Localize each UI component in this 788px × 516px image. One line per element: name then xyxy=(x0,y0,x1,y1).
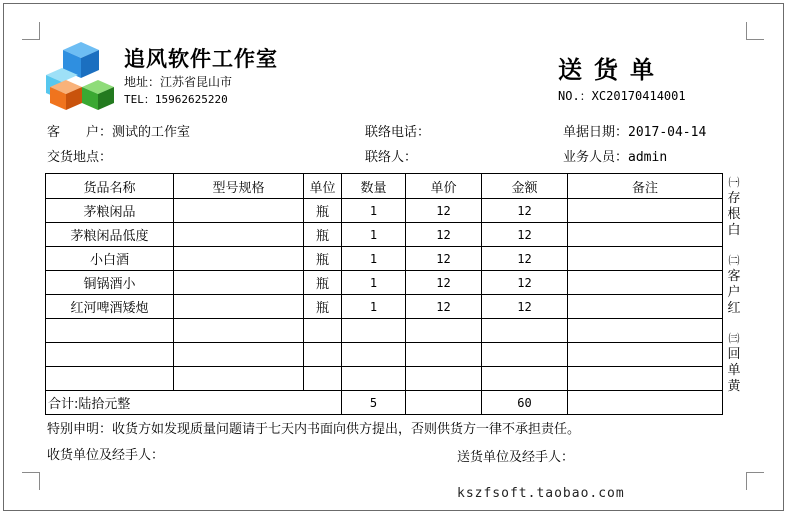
table-row xyxy=(46,247,723,271)
delivery-label: 交货地点： xyxy=(47,150,113,165)
header-unit: 单位 xyxy=(304,174,342,199)
cell-model-spec xyxy=(174,199,304,223)
cell-remarks xyxy=(568,343,723,367)
cell-model-spec xyxy=(174,271,304,295)
total-label: 合计:陆拾元整 xyxy=(46,391,342,415)
copy-label-receipt xyxy=(724,331,744,395)
company-address: 地址：江苏省昆山市 xyxy=(124,75,233,89)
header-product-name: 货品名称 xyxy=(46,174,174,199)
cell-unit-price xyxy=(406,367,482,391)
contact-field xyxy=(365,146,417,165)
cell-unit: 瓶 xyxy=(304,295,342,319)
customer-label: 客 户： xyxy=(47,125,113,140)
crop-mark-top-left xyxy=(22,22,40,40)
cell-amount: 12 xyxy=(482,199,568,223)
cell-amount: 12 xyxy=(482,223,568,247)
table-row-empty xyxy=(46,343,723,367)
date-label: 单据日期： xyxy=(563,125,629,140)
salesperson-label: 业务人员： xyxy=(563,150,629,165)
cell-remarks xyxy=(568,367,723,391)
cell-product-name xyxy=(46,319,174,343)
customer-value: 测试的工作室 xyxy=(112,125,191,140)
cell-unit-price xyxy=(406,319,482,343)
header-model-spec: 型号规格 xyxy=(174,174,304,199)
cell-unit-price: 12 xyxy=(406,295,482,319)
table-row xyxy=(46,295,723,319)
phone-field xyxy=(365,121,430,140)
cell-unit-price: 12 xyxy=(406,199,482,223)
cell-product-name: 红河啤酒矮炮 xyxy=(46,295,174,319)
copy-label-stub xyxy=(724,175,744,239)
cell-amount xyxy=(482,343,568,367)
date-value: 2017-04-14 xyxy=(628,125,707,140)
cell-quantity xyxy=(342,343,406,367)
document-number: NO.：XC20170414001 xyxy=(558,89,686,103)
total-quantity: 5 xyxy=(342,391,406,415)
sender-signature-label: 送货单位及经手人： xyxy=(457,450,575,465)
salesperson-value: admin xyxy=(628,150,668,165)
total-unit-price-blank xyxy=(406,391,482,415)
cell-amount xyxy=(482,319,568,343)
table-row-empty xyxy=(46,319,723,343)
company-tel: TEL：15962625220 xyxy=(124,93,228,106)
crop-mark-top-right xyxy=(746,22,764,40)
cell-quantity: 1 xyxy=(342,271,406,295)
cell-amount xyxy=(482,367,568,391)
company-logo xyxy=(44,40,118,110)
cell-quantity: 1 xyxy=(342,295,406,319)
cell-product-name: 小白酒 xyxy=(46,247,174,271)
customer-field xyxy=(47,121,190,140)
copy-number: ㈢ xyxy=(728,332,740,345)
cell-quantity xyxy=(342,319,406,343)
cell-unit-price: 12 xyxy=(406,271,482,295)
cell-remarks xyxy=(568,247,723,271)
cell-unit-price: 12 xyxy=(406,223,482,247)
delivery-field xyxy=(47,146,112,165)
contact-label: 联络人： xyxy=(365,150,418,165)
cell-product-name: 茅粮闲品低度 xyxy=(46,223,174,247)
table-row xyxy=(46,271,723,295)
cell-unit xyxy=(304,367,342,391)
special-notice: 特别申明：收货方如发现质量问题请于七天内书面向供方提出，否则供货方一律不承担责任。 xyxy=(47,422,581,437)
copy-text: 客 户 红 xyxy=(727,269,741,316)
cell-product-name xyxy=(46,367,174,391)
table-total-row xyxy=(46,391,723,415)
copy-label-customer xyxy=(724,253,744,317)
cell-remarks xyxy=(568,271,723,295)
salesperson-field xyxy=(563,146,667,165)
cell-remarks xyxy=(568,223,723,247)
cell-unit xyxy=(304,319,342,343)
cell-quantity xyxy=(342,367,406,391)
footer-url: kszfsoft.taobao.com xyxy=(457,486,625,501)
cell-unit: 瓶 xyxy=(304,247,342,271)
header-amount: 金额 xyxy=(482,174,568,199)
cell-unit: 瓶 xyxy=(304,223,342,247)
cell-remarks xyxy=(568,295,723,319)
crop-mark-bottom-left xyxy=(22,472,40,490)
document-title: 送货单 xyxy=(558,56,666,84)
cell-model-spec xyxy=(174,223,304,247)
header-quantity: 数量 xyxy=(342,174,406,199)
total-amount: 60 xyxy=(482,391,568,415)
items-table xyxy=(45,173,723,415)
cell-unit-price xyxy=(406,343,482,367)
cell-model-spec xyxy=(174,319,304,343)
cell-unit: 瓶 xyxy=(304,199,342,223)
cell-remarks xyxy=(568,319,723,343)
table-row xyxy=(46,199,723,223)
cell-product-name: 茅粮闲品 xyxy=(46,199,174,223)
cell-amount: 12 xyxy=(482,247,568,271)
cell-unit: 瓶 xyxy=(304,271,342,295)
cell-model-spec xyxy=(174,247,304,271)
cell-amount: 12 xyxy=(482,271,568,295)
company-name: 追风软件工作室 xyxy=(124,47,278,71)
cell-product-name: 铜锅酒小 xyxy=(46,271,174,295)
cell-quantity: 1 xyxy=(342,247,406,271)
cell-amount: 12 xyxy=(482,295,568,319)
table-row-empty xyxy=(46,367,723,391)
cell-product-name xyxy=(46,343,174,367)
cell-model-spec xyxy=(174,367,304,391)
header-remarks: 备注 xyxy=(568,174,723,199)
cell-unit-price: 12 xyxy=(406,247,482,271)
copy-distribution-labels xyxy=(724,175,744,409)
phone-label: 联络电话： xyxy=(365,125,431,140)
cell-quantity: 1 xyxy=(342,199,406,223)
copy-number: ㈡ xyxy=(728,254,740,267)
copy-number: ㈠ xyxy=(728,176,740,189)
table-row xyxy=(46,223,723,247)
table-header-row xyxy=(46,174,723,199)
cell-unit xyxy=(304,343,342,367)
cell-remarks xyxy=(568,199,723,223)
cell-quantity: 1 xyxy=(342,223,406,247)
copy-text: 回 单 黄 xyxy=(727,347,741,394)
receiver-signature-label: 收货单位及经手人： xyxy=(47,448,165,463)
crop-mark-bottom-right xyxy=(746,472,764,490)
header-unit-price: 单价 xyxy=(406,174,482,199)
total-remarks-blank xyxy=(568,391,723,415)
date-field xyxy=(563,121,706,140)
cell-model-spec xyxy=(174,295,304,319)
cell-model-spec xyxy=(174,343,304,367)
copy-text: 存 根 白 xyxy=(727,191,741,238)
